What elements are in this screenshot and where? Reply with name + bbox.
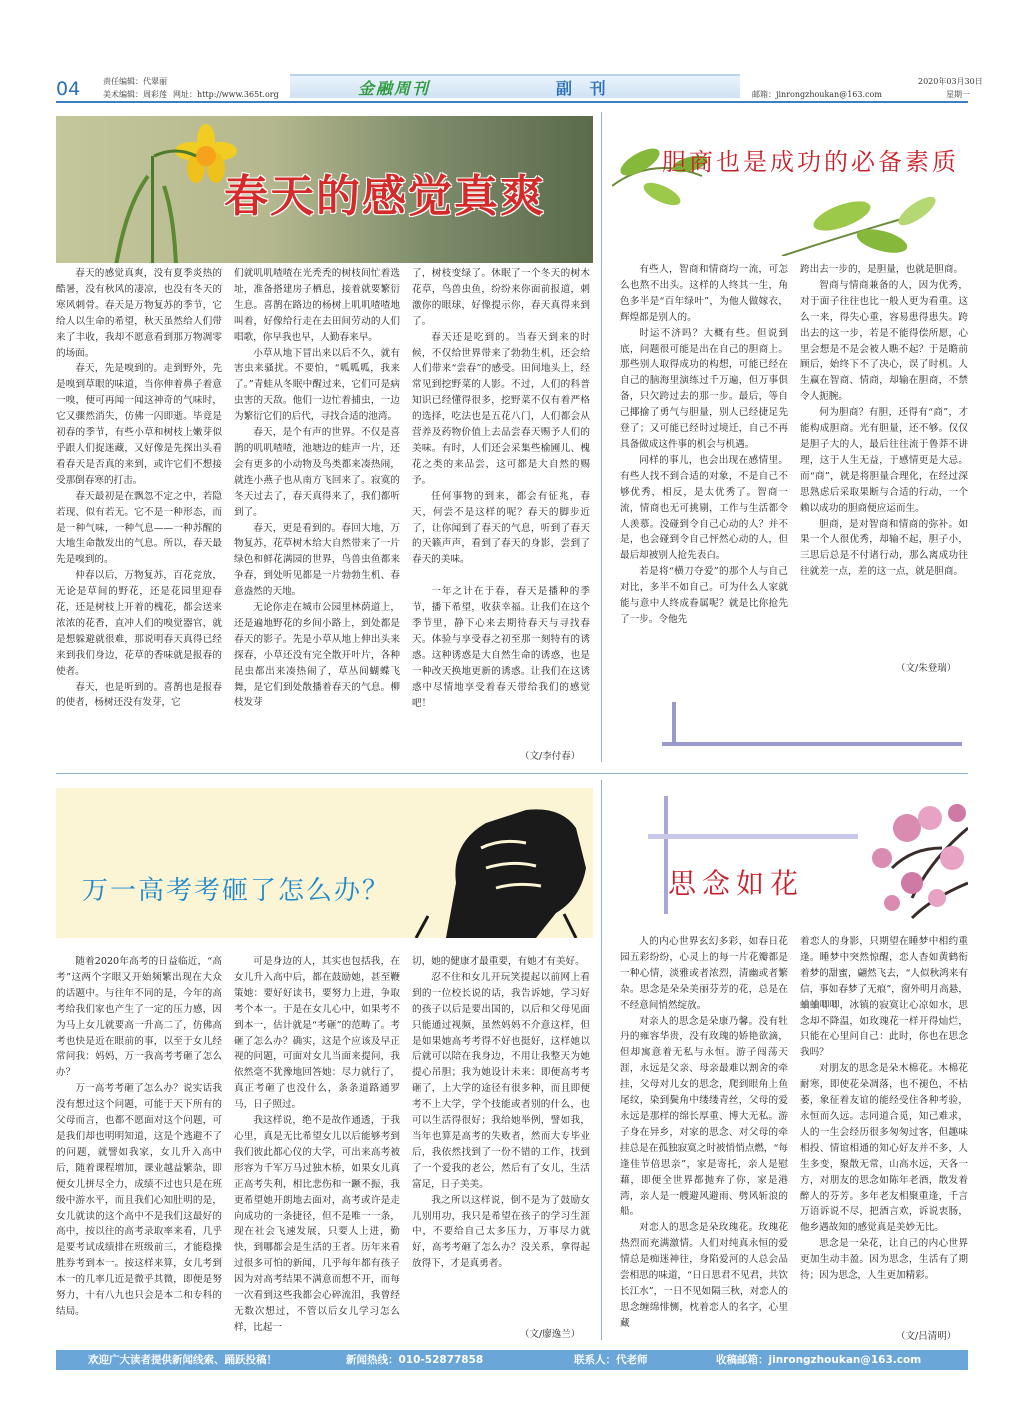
paragraph: 春天，也是听到的。喜鹊也是报春的使者，杨树还没有发芽，它	[56, 681, 222, 709]
article4-byline: （文/吕清明）	[896, 1331, 957, 1342]
blossom-illustration	[612, 788, 968, 928]
paragraph: 人的内心世界玄幻多彩，如春日花园五彩纷纷，心灵上的每一片花瓣都是一种心情，淡雅或者浓烈，清幽或者繁杂。思念是朵朵美丽芬芳的花，总是在不经意间悄然绽放。	[620, 936, 788, 1011]
website-line: 网址：http://www.365t.org	[173, 90, 279, 99]
article3-column-2	[234, 954, 400, 1336]
paragraph: 对朋友的思念是朵木棉花。木棉花耐寒，即使花朵凋落，也不褪色，不枯萎，象征着友谊的能经受住各种考验，永恒而久远。志同道合觅，知己难求，人的一生会经历很多匆匆过客，但趣味相投、情谊相通的知心好友并不多，人生多变，聚散无常，山高水远，天各一方，对朋友的思念如陈年老酒，散发着醉人的芬芳。多年老友相聚重逢，千言万语诉说不尽，把酒言欢，诉说衷肠，他乡遇故知的感觉真是美妙无比。	[800, 1063, 968, 1234]
paragraph: 时运不济吗？大概有些。但说到底，问题很可能是出在自己的胆商上。那些别人取得成功的构想，可能已经在自己的脑海里演练过千万遍，但万事俱备，只欠跨过去的那一步。最后，等自己揶揄了勇气与胆量，别人已经捷足先登了；又可能已经时过境迁，自己不再具备做成这件事的机会与机遇。	[620, 327, 788, 450]
paragraph: 任何事物的到来，都会有征兆，春天，何尝不是这样的呢？春天的脚步近了，让你闻到了春天的气息，听到了春天的天籁声声，看到了春天的身影，尝到了春天的美味。	[412, 490, 590, 566]
paragraph: 可是身边的人，其实也包括我，在女儿升入高中后，都在鼓励她，甚至鞭策她：要好好读书，要努力上进，争取考个本一。于是在女儿心中，如果考不到本一，估计就是“考砸”的范畴了。考砸了怎么办？确实，这是个应该及早正视的问题，可面对女儿当面来提问，我依然毫不犹豫地回答她：尽力就行了，真正考砸了也没什么，条条道路通罗马，日子照过。	[234, 956, 400, 1111]
editor-line: 责任编辑：代翠丽	[103, 77, 167, 86]
article2-column-1	[620, 262, 788, 628]
paragraph: 春天，先是嗅到的。走到野外，先是嗅到草眼的味道，当你伸着鼻子着意一嗅，便可再闻一闻这神奇的气味时，它又骤然消失，仿佛一闪即逝。毕竟是初春的季节，有些小草和树枝上嫩芽似乎跟人们捉迷藏，又好像是先探出头看看春天是否真的来到，或许它们不想接受那倒春寒的打击。	[56, 363, 222, 486]
article1-column-2	[234, 266, 400, 711]
paragraph: 春天，是个有声的世界。不仅是喜鹊的叽叽喳喳，池塘边的蛙声一片，还会有更多的小动物及鸟类都来凑热闹，就连小燕子也从南方飞回来了。寂寞的冬天过去了，春天真得来了，我们都听到了。	[234, 427, 400, 518]
header-rule	[56, 101, 968, 103]
spring-photo	[56, 116, 593, 263]
page-number: 04	[56, 78, 81, 100]
paragraph: 万一高考考砸了怎么办？说实话我没有想过这个问题，可能于天下所有的父母而言，也都不愿面对这个问题，可是我们却也明明知道，这是个逃避不了的问题，就譬如我家，女儿升入高中后，随着课程增加，课业越益繁杂，即便女儿拼尽全力，成绩不过也只是在班级中游水平，而且我们心知肚明的是，女儿就读的这个高中不是我们这最好的高中，按以往的高考录取率来看，几乎是要考试成绩排在班级前三，才能稳操胜券考到本一。按这样来算，女儿考到本一的几率几近是微乎其微，即便是努努力，十有八九也只会是本二和专科的结局。	[56, 1083, 222, 1317]
paragraph: 了，树枝变绿了。休眠了一个冬天的树木花草，鸟兽虫鱼，纷纷来你面前报道，刺激你的眼球，好像提示你，春天真得来到了。	[412, 268, 590, 327]
article3-byline: （文/廖逸兰）	[520, 1329, 581, 1340]
decorative-bars	[612, 694, 968, 754]
horizontal-divider	[56, 773, 968, 774]
paragraph: 我之所以这样说，倒不是为了鼓励女儿别用功，我只是希望在孩子的学习生涯中，不要给自己太多压力，万事尽力就好，高考考砸了怎么办？没关系，拿得起放得下，才是真勇者。	[412, 1194, 590, 1270]
vertical-divider	[601, 112, 602, 762]
paragraph: 春天还是吃到的。当春天到来的时候，不仅给世界带来了勃勃生机，还会给人们带来“尝春”的感受。田间地头上，经常见到挖野菜的人影。不过，人们的科普知识已经懂得很多，挖野菜不仅有着严格的选择，吃法也是五花八门，人们都会从营养及药物价值上去品尝春天赐予人们的美味。有时，人们还会采集些榆圃儿、槐花之类的来品尝，这可都是大自然的赐予。	[412, 331, 590, 486]
paragraph: 忍不住和女儿开玩笑提起以前网上看到的一位校长说的话，我告诉她，学习好的孩子以后是要出国的，以后和父母见面只能通过视频，虽然妈妈不介意这样，但是如果她高考考得不好也挺好，这样她以后就可以陪在我身边，不用让我整天为她提心吊胆；我为她设计未来：即便高考考砸了，上大学的途径有很多种，而且即便考不上大学，学个技能或者别的什么，也可以生活得很好；我给她举例，譬如我，当年也算是高考的失败者，然而大专毕业后，我依然找到了一份不错的工作，找到了一个爱我的老公，然后有了女儿，生活富足，日子美美。	[412, 971, 590, 1190]
vertical-divider	[601, 780, 602, 1340]
footer-bar	[56, 1350, 968, 1370]
article2-byline: （文/朱登瑞）	[896, 663, 957, 674]
paragraph: 智商与情商兼备的人，因为优秀，对于面子往往也比一般人更为看重。这么一来，得失心重，容易患得患失。跨出去的这一步，若是不能得偿所愿，心里会想是不是会被人瞧不起？于是瞻前顾后，始终下不了决心，误了时机。人生赢在智商、情商，却输在胆商，不禁令人扼腕。	[800, 279, 968, 403]
footer-contact: 联系人：代老师	[574, 1354, 648, 1366]
article3-column-3	[412, 954, 590, 1272]
footer-hotline: 新闻热线：010-52877858	[346, 1354, 484, 1366]
fist-illustration	[56, 788, 593, 938]
paragraph: 无论你走在城市公园里林荫道上，还是遍地野花的乡间小路上，到处都是春天的影子。先是小草从地上伸出头来探春，小草还没有完全散开叶片，各种昆虫都出来凑热闹了，草丛间蝴蝶飞舞，是它们到处散播着春天的气息。柳枝发芽	[234, 602, 400, 709]
footer-invite: 欢迎广大读者提供新闻线索、踊跃投稿！	[88, 1354, 277, 1366]
paragraph: 春天的感觉真爽，没有夏季炎热的酷暑，没有秋风的凄凉，也没有冬天的寒风刺骨。春天是万物复苏的季节，它给人以生命的希望，秋天虽然给人们带来了丰收，我却不愿意看到那万物凋零的场面。	[56, 268, 222, 359]
paper-name: 金融周刊	[358, 79, 431, 98]
paragraph: 着恋人的身影，只期望在睡梦中相约重逢。睡梦中突然惊醒，恋人杳如黄鹤衔着梦的甜蜜，翩然飞去，“人似秋鸿来有信，事如春梦了无痕”，窗外明月高悬，蛐蛐唧唧，冰镇的寂寞让心凉如水，思念却不降温，如玫瑰花一样开得灿烂，只能在心里问自己：此时，你也在思念我吗？	[800, 936, 968, 1059]
paragraph: 若是将“横刀夺爱”的那个人与自己对比，多半不如自己。可为什么人家就能与意中人终成眷属呢？就是比你抢先了一步。令他先	[620, 566, 788, 625]
article4-column-1	[620, 934, 788, 1332]
article1-column-3	[412, 266, 590, 711]
paragraph: 我这样说，绝不是故作通透，于我心里，真是无比希望女儿以后能够考到我们彼此都心仪的大学，可出来高考被形容为千军万马过独木桥，如果女儿真正高考失利，相比悲伤和一蹶不振，我更希望她开朗地去面对，高考或许是走向成功的一条捷径，但不是唯一一条，现在社会飞速发展，只要人上进，勤快，到哪都会是生活的王者。历年来看过很多可怕的新闻，几乎每年都有孩子因为对高考结果不满意而想不开，而每一次看到这些我都会心碎流泪，我曾经无数次想过，不管以后女儿学习怎么样，比起一	[234, 1115, 400, 1333]
article4-title: 思念如花	[668, 867, 805, 900]
paragraph: 有些人，智商和情商均一流，可怎么也熬不出头。这样的人终其一生，角色多半是“百年绿叶”，为他人做嫁衣，辉煌都是别人的。	[620, 264, 788, 323]
paragraph: 胆商，是对智商和情商的弥补。如果一个人很优秀，却输不起，胆子小，三思后总是不付诸行动，那么离成功往往就差一点，差的这一点，就是胆商。	[800, 518, 968, 578]
paragraph: 跨出去一步的，是胆量，也就是胆商。	[800, 264, 964, 275]
article1-title: 春天的感觉真爽	[224, 171, 546, 222]
date: 2020年03月30日	[918, 77, 983, 86]
article1-byline: （文/李付春）	[520, 751, 581, 762]
paragraph: 春天最初是在飘忽不定之中，若隐若现、似有若无。它不是一种形态，而是一种气味，一种气息——一种苏醒的大地生命散发出的气息。所以，春天最先是嗅到的。	[56, 490, 222, 566]
article2-column-2	[800, 262, 968, 580]
footer-email: 收稿邮箱：jinrongzhoukan@163.com	[716, 1354, 922, 1366]
paragraph: 随着2020年高考的日益临近，“高考”这两个字眼又开始频繁出现在大众的话题中。与往年不同的是，今年的高考给我们家也产生了一定的压力感，因为马上女儿就要高一升高二了，仿佛高考也快是近在眼前的事，以至于女儿经常问我：妈妈，万一我高考考砸了怎么办？	[56, 956, 222, 1079]
section-name: 副 刊	[556, 79, 612, 98]
paragraph: 何为胆商？有胆，还得有“商”，才能构成胆商。光有胆量，还不够。仅仅是胆子大的人，最后往往流于鲁莽不讲理，这于人生无益，于感情更是大忌。而“商”，就是将胆量合理化，在经过深思熟虑后采取果断与合适的行动，一个赖以成功的胆商便应运而生。	[800, 407, 968, 514]
weekday: 星期一	[946, 90, 970, 99]
paragraph: 一年之计在于春，春天是播种的季节，播下希望，收获幸福。让我们在这个季节里，静下心来去期待春天与寻找春天。体验与享受春之初至那一刻特有的诱惑。这种诱惑是大自然生命的诱惑，也是一种改天换地更新的诱惑。让我们在这诱惑中尽情地享受着春天带给我们的感觉吧！	[412, 586, 590, 709]
article2-title: 胆商也是成功的必备素质	[662, 148, 959, 176]
art-editor-line: 美术编辑：周彩莲	[103, 90, 167, 99]
leaf-icon	[612, 116, 968, 256]
paragraph: 春天，更是看到的。春回大地，万物复苏，花草树木给大自然带来了一片绿色和鲜花满园的世界，鸟兽虫鱼都来争春，到处听见都是一片勃勃生机、春意盎然的天地。	[234, 522, 400, 598]
article4-column-2	[800, 934, 968, 1284]
article3-column-1	[56, 954, 222, 1320]
paragraph: 思念是一朵花，让自己的内心世界更加生动丰盈。因为思念，生活有了期待；因为思念，人生更加精彩。	[800, 1238, 968, 1282]
paragraph: 对亲人的思念是朵康乃馨。没有牡丹的雍容华贵，没有玫瑰的娇艳欲滴，但却寓意着无私与永恒。游子闯荡天涯，永远是父亲、母亲最难以割舍的牵挂，父母对儿女的思念，爬到眼角上鱼尾纹，染到鬓角中缕缕青丝，父母的爱永远是那样的绵长厚重、博大无私。游子身在异乡，对家的思念、对父母的牵挂总是在孤独寂寞之时被悄悄点燃，“每逢佳节倍思亲”，家是寄托，亲人是慰藉，即便全世界都抛弃了你，家是港湾，亲人是一艘避风避雨、劈风斩浪的船。	[620, 1015, 788, 1218]
paragraph: 仲春以后，万物复苏，百花竞放，无论是草间的野花，还是花园里迎春花，还是树枝上开着的槐花，都会送来浓浓的花香，直冲人们的嗅觉器官，就是想躲避就很难，那说明春天真得已经来到我们身边，花草的香味就是报春的使者。	[56, 570, 222, 677]
paragraph: 们就叽叽喳喳在光秃秃的树枝间忙着选址，准备搭建房子栖息，接着就要繁衍生息。喜鹊在路边的杨树上叽叽喳喳地叫着，好像给行走在去田间劳动的人们唱歌，你早我也早，人勤春来早。	[234, 268, 400, 343]
article3-title: 万一高考考砸了怎么办？	[82, 876, 391, 906]
fist-icon	[56, 788, 593, 938]
leaves-illustration	[612, 116, 968, 256]
paragraph: 小草从地下冒出来以后不久，就有害虫来骚扰。不要怕，“呱呱呱，我来了。”青蛙从冬眠中醒过来，它们可是病虫害的天敌。他们一边忙着捕虫，一边为繁衍它们的后代，寻找合适的池湾。	[234, 347, 400, 423]
article1-column-1	[56, 266, 222, 711]
paragraph: 同样的事儿，也会出现在感情里。有些人找不到合适的对象，不是自己不够优秀，相反，是太优秀了。智商一流，情商也无可挑剔，工作与生活都令人羡慕。没碰到令自己心动的人？并不是，也会碰到令自己怦然心动的人，但最后却被别人抢先表白。	[620, 454, 788, 562]
page-header	[0, 72, 1024, 106]
paragraph: 切，她的健康才最重要，有她才有美好。	[412, 956, 585, 967]
paragraph: 对恋人的思念是朵玫瑰花。玫瑰花热烈而充满激情。人们对纯真永恒的爱情总是痴迷神往，身陷爱河的人总会品尝相思的味道，“日日思君不见君，共饮长江水”，一日不见如隔三秋，对恋人的思念缠绵悱恻，枕着恋人的名字，心里藏	[620, 1222, 788, 1329]
email-line: 邮箱：jinrongzhoukan@163.com	[752, 90, 882, 99]
